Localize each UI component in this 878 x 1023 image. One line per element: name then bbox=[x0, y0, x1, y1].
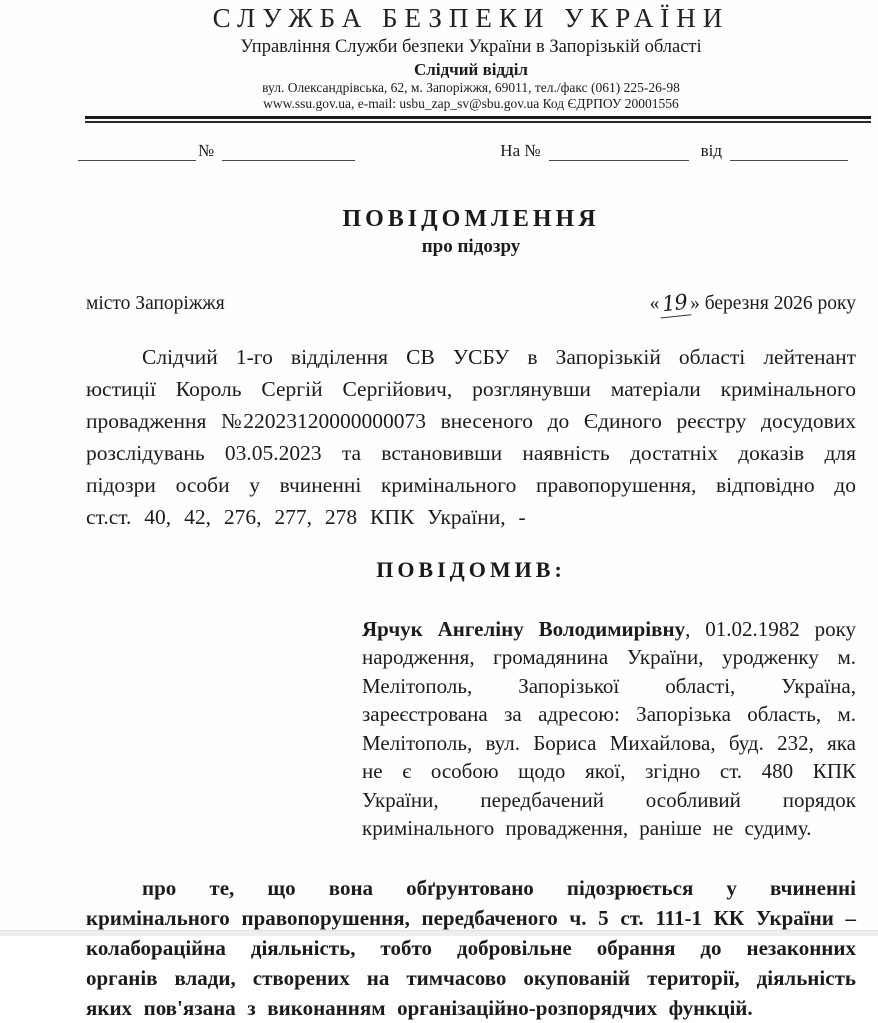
suspicion-paragraph: про те, що вона обґрунтовано підозрюється у вчиненні кримінального правопорушення, передбаченого ч. 5 ст. 111-1 КК України – колабораційна діяльність, тобто добровільне обрання до незаконних органів влади, створених на тимчасово окупованій території, діяльність яких пов'язана з виконанням організаційно-розпорядчих функцій. bbox=[86, 875, 856, 1020]
document-title: ПОВІДОМЛЕННЯ bbox=[342, 206, 600, 232]
announce-heading: ПОВІДОМИВ: bbox=[376, 556, 566, 582]
suspect-details: , 01.02.1982 року народження, громадянина України, уродженку м. Мелітополь, Запорізької області, Україна, зареєстрована за адресою: Запорізька область, м. Мелітополь, вул. Бориса Михайлова, буд. 232, яка не є особою щодо якої, згідно ст. 480 КПК України, передбачений особливий порядок кримінального провадження, раніше не судиму. bbox=[362, 616, 856, 840]
handwritten-day: 19 bbox=[658, 288, 691, 318]
org-department: Управління Служби безпеки України в Запорізькій області bbox=[240, 37, 702, 57]
letterhead bbox=[86, 0, 856, 112]
suspect-block bbox=[362, 615, 856, 843]
from-label: від bbox=[700, 141, 722, 160]
dateline bbox=[86, 289, 856, 317]
re-number-blank bbox=[549, 140, 689, 161]
dateline-date bbox=[650, 289, 856, 317]
open-quote: « bbox=[649, 293, 660, 314]
close-quote: » bbox=[690, 293, 700, 314]
suspect-name: Ярчук Ангеліну Володимирівну bbox=[362, 616, 686, 641]
org-address: вул. Олександрівська, 62, м. Запоріжжя, 69011, тел./факс (061) 225-26-98 bbox=[262, 80, 680, 95]
number-label: № bbox=[198, 141, 215, 160]
intro-paragraph: Слідчий 1-го відділення СВ УСБУ в Запорізькій області лейтенант юстиції Король Сергій Сергійович, розглянувши матеріали кримінального провадження №22023120000000073 внесеного до Єдиного реєстру досудових розслідувань 03.05.2023 та встановивши наявність достатніх доказів для підозри особи у вчиненні кримінального правопорушення, відповідно до ст.ст. 40, 42, 276, 277, 278 КПК України, - bbox=[86, 345, 856, 529]
dateline-city: місто Запоріжжя bbox=[86, 293, 225, 314]
org-unit: Слідчий відділ bbox=[414, 60, 528, 79]
org-name: СЛУЖБА БЕЗПЕКИ УКРАЇНИ bbox=[212, 3, 730, 33]
outgoing-number-blank bbox=[222, 140, 355, 161]
org-contacts: www.ssu.gov.ua, e-mail: usbu_zap_sv@sbu.gov.ua Код ЄДРПОУ 20001556 bbox=[263, 96, 679, 111]
outgoing-number-date-blank bbox=[78, 140, 196, 161]
re-number-label: На № bbox=[500, 141, 541, 160]
from-date-blank bbox=[730, 140, 848, 161]
page-bottom-scan-edge bbox=[0, 930, 878, 936]
document-subtitle: про підозру bbox=[421, 236, 521, 257]
letterhead-divider-rule bbox=[85, 116, 871, 123]
reference-row bbox=[78, 137, 848, 161]
dateline-rest: березня 2026 року bbox=[699, 293, 856, 314]
